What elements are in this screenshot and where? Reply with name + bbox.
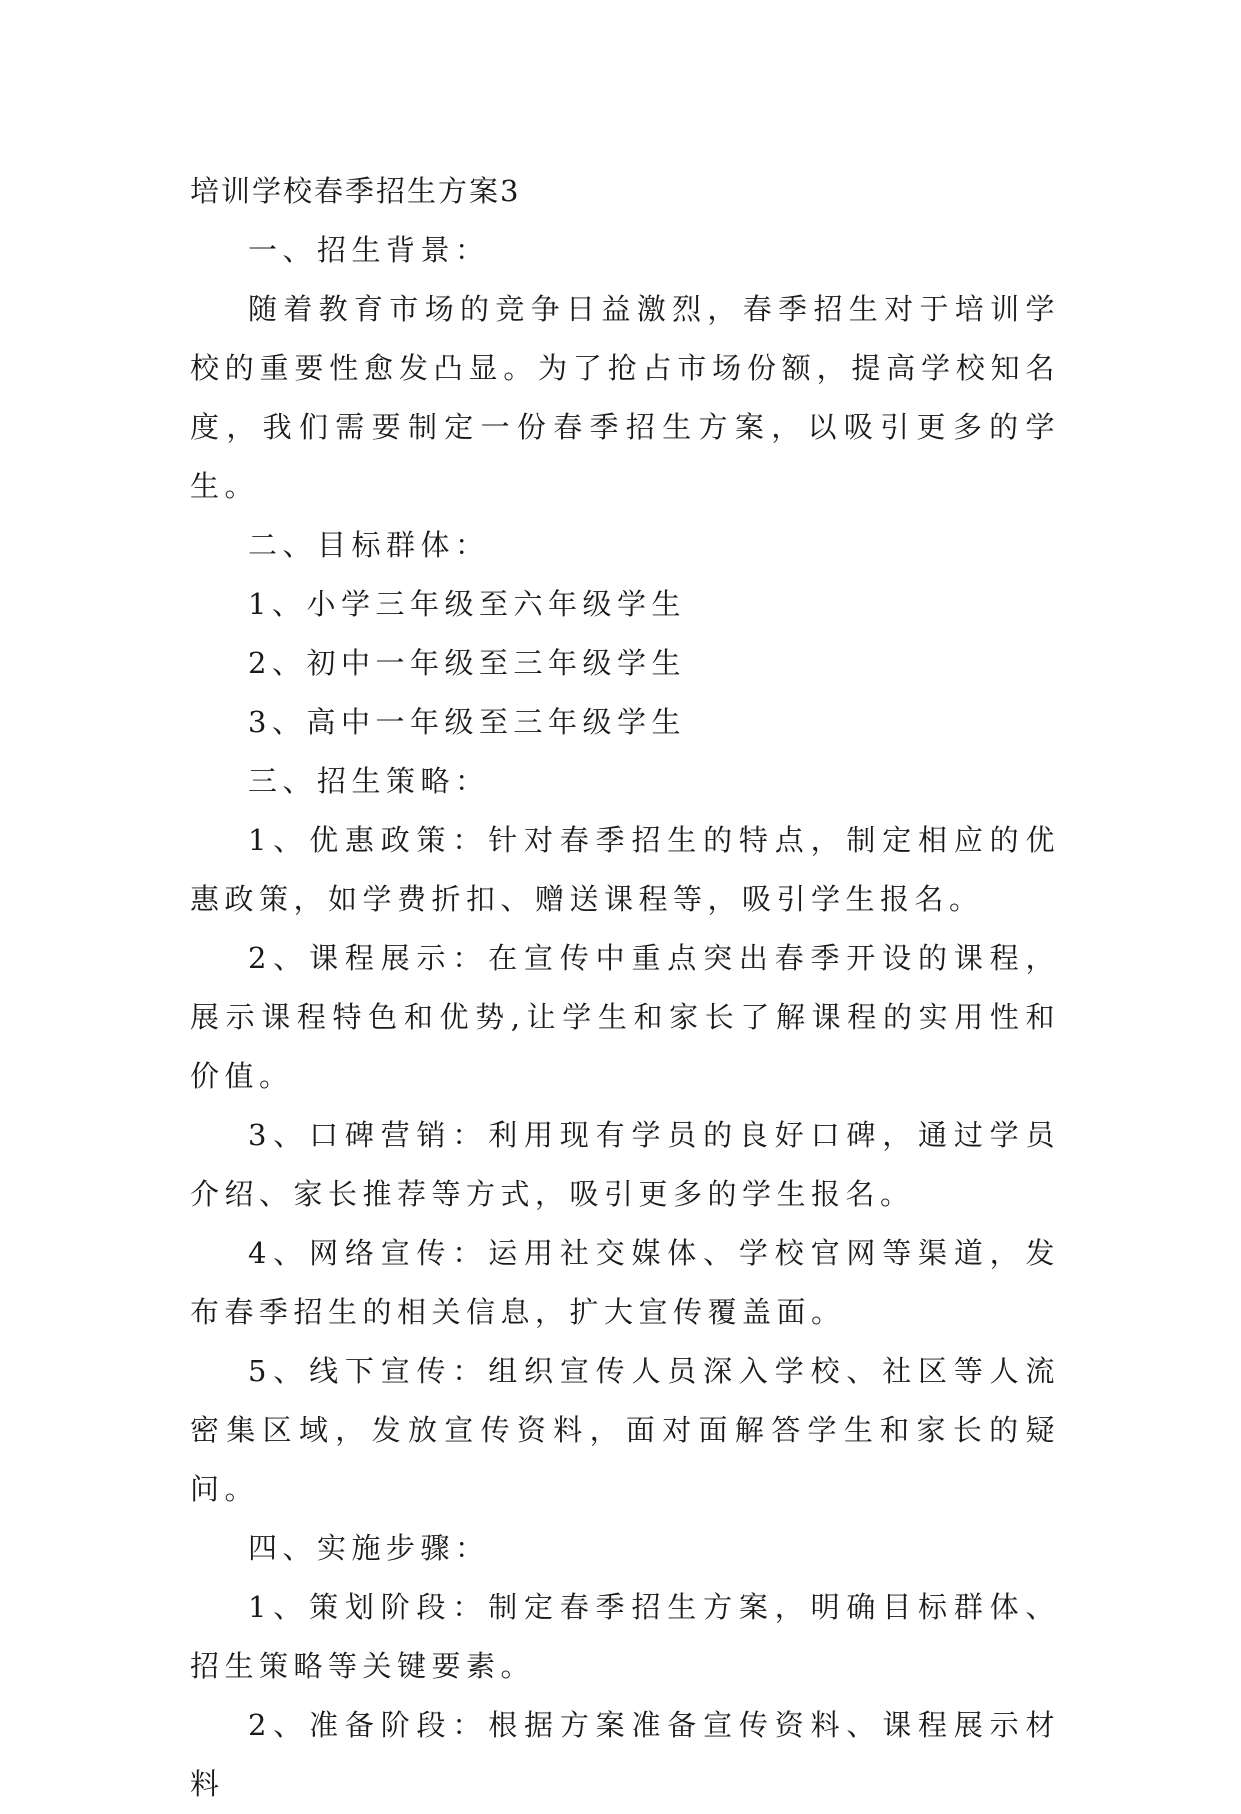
document-title: 培训学校春季招生方案3 bbox=[190, 174, 521, 208]
section-heading-background: 一、招生背景： bbox=[248, 233, 490, 267]
strategy-item-course-display: 2、课程展示：在宣传中重点突出春季开设的课程，展示课程特色和优势,让学生和家长了解课程的实用性和价值。 bbox=[190, 941, 1060, 1093]
strategy-item-offline: 5、线下宣传：组织宣传人员深入学校、社区等人流密集区域，发放宣传资料，面对面解答学生和家长的疑问。 bbox=[190, 1354, 1060, 1506]
list-item-senior: 3、高中一年级至三年级学生 bbox=[248, 705, 686, 739]
strategy-item-word-of-mouth: 3、口碑营销：利用现有学员的良好口碑，通过学员介绍、家长推荐等方式，吸引更多的学生报名。 bbox=[190, 1118, 1060, 1211]
section-heading-target-group: 二、目标群体： bbox=[248, 528, 490, 562]
paragraph-background: 随着教育市场的竞争日益激烈，春季招生对于培训学校的重要性愈发凸显。为了抢占市场份额，提高学校知名度，我们需要制定一份春季招生方案，以吸引更多的学生。 bbox=[190, 292, 1060, 503]
strategy-item-online: 4、网络宣传：运用社交媒体、学校官网等渠道，发布春季招生的相关信息，扩大宣传覆盖面。 bbox=[190, 1236, 1060, 1329]
step-item-planning: 1、策划阶段：制定春季招生方案，明确目标群体、招生策略等关键要素。 bbox=[190, 1590, 1060, 1683]
list-item-junior: 2、初中一年级至三年级学生 bbox=[248, 646, 686, 680]
list-item-primary: 1、小学三年级至六年级学生 bbox=[248, 587, 686, 621]
step-item-preparation: 2、准备阶段：根据方案准备宣传资料、课程展示材料 bbox=[190, 1708, 1060, 1801]
section-heading-steps: 四、实施步骤： bbox=[248, 1531, 490, 1565]
section-heading-strategy: 三、招生策略： bbox=[248, 764, 490, 798]
document-body bbox=[190, 162, 1060, 1814]
strategy-item-discount: 1、优惠政策：针对春季招生的特点，制定相应的优惠政策，如学费折扣、赠送课程等，吸引学生报名。 bbox=[190, 823, 1060, 916]
